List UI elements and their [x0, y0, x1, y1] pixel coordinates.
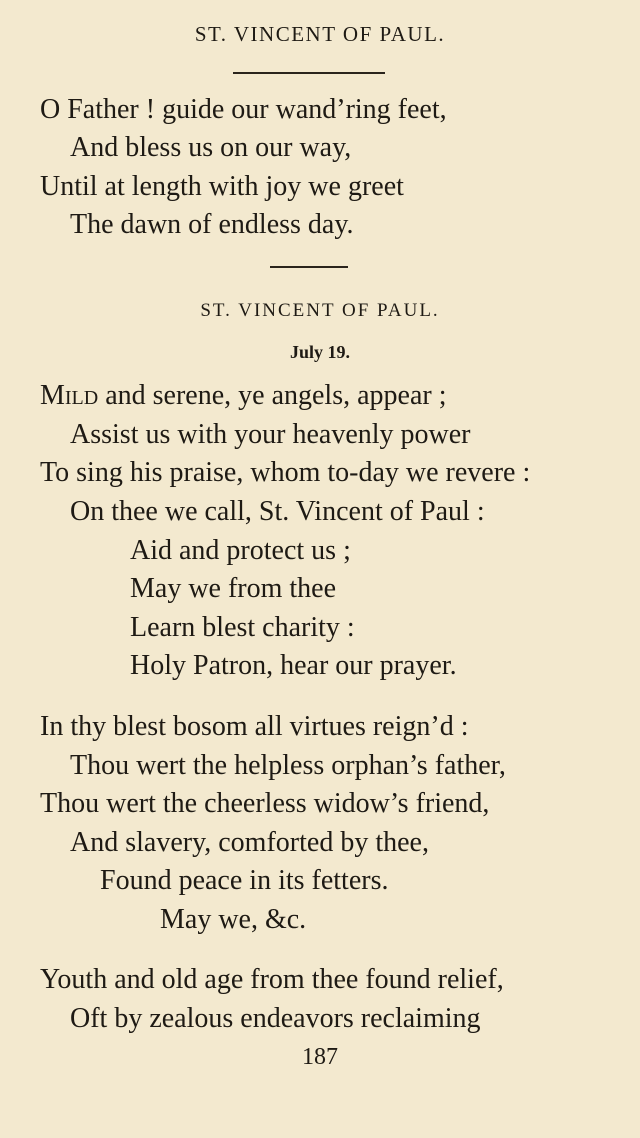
- hymn-title: ST. VINCENT OF PAUL.: [200, 300, 440, 321]
- drop-word: Mild: [40, 380, 99, 411]
- stanza2-line: In thy blest bosom all virtues reign’d :: [40, 711, 469, 742]
- prev-stanza-line: The dawn of endless day.: [70, 209, 354, 240]
- stanza1-line: To sing his praise, whom to-day we revere :: [40, 457, 531, 488]
- prev-stanza-line: O Father ! guide our wand’ring feet,: [40, 94, 447, 125]
- prev-stanza-line: And bless us on our way,: [70, 132, 352, 163]
- stanza1-line: May we from thee: [130, 573, 337, 604]
- stanza3-line: Youth and old age from thee found relief,: [40, 964, 504, 995]
- stanza1-line: On thee we call, St. Vincent of Paul :: [70, 496, 485, 527]
- stanza1-line: Holy Patron, hear our prayer.: [130, 650, 457, 681]
- section-divider: [270, 266, 348, 268]
- header-rule: [233, 72, 385, 74]
- feast-date: July 19.: [289, 342, 350, 362]
- prev-stanza-line: Until at length with joy we greet: [40, 171, 404, 202]
- stanza2-line: May we, &c.: [160, 904, 307, 935]
- stanza1-line: Learn blest charity :: [130, 612, 355, 643]
- stanza2-line: Thou wert the helpless orphan’s father,: [70, 750, 506, 781]
- stanza1-line: Assist us with your heavenly power: [70, 419, 471, 450]
- stanza2-line: Found peace in its fetters.: [100, 865, 389, 896]
- stanza1-first-line: [40, 382, 447, 410]
- stanza2-line: Thou wert the cheerless widow’s friend,: [40, 788, 490, 819]
- running-head: ST. VINCENT OF PAUL.: [194, 22, 446, 46]
- page-number: 187: [302, 1044, 338, 1070]
- stanza2-line: And slavery, comforted by thee,: [70, 827, 429, 858]
- stanza3-line: Oft by zealous endeavors reclaiming: [70, 1003, 481, 1034]
- stanza1-line: Aid and protect us ;: [130, 535, 351, 566]
- first-line-rest: and serene, ye angels, appear ;: [98, 380, 447, 411]
